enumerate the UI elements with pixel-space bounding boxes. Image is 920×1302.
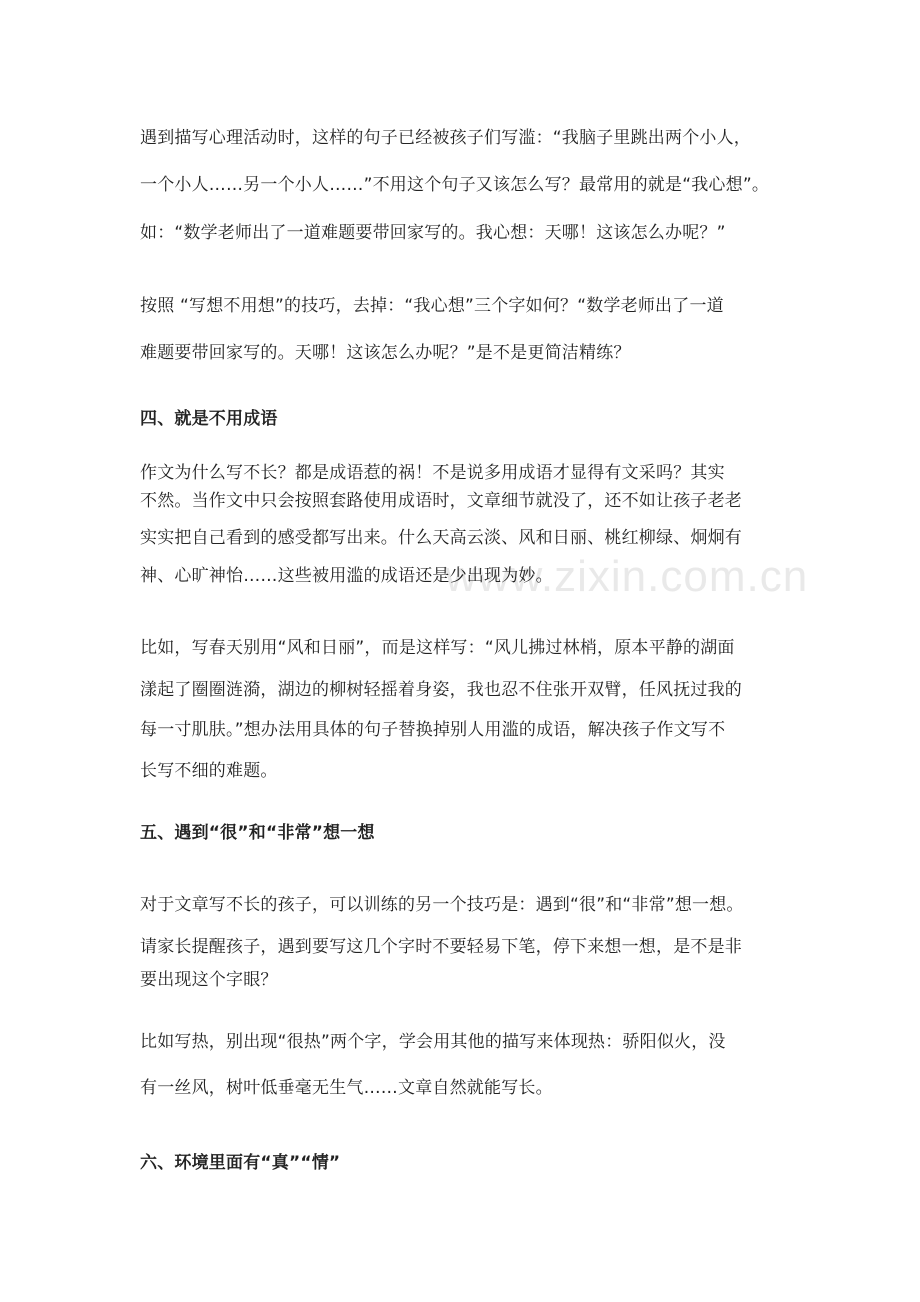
paragraph-line: 作文为什么写不长？都是成语惹的祸！不是说多用成语才显得有文采吗？其实 (140, 463, 725, 483)
paragraph-line: 实实把自己看到的感受都写出来。什么天高云淡、风和日丽、桃红柳绿、炯炯有 (140, 528, 742, 548)
paragraph-line: 请家长提醒孩子，遇到要写这几个字时不要轻易下笔，停下来想一想，是不是非 (140, 937, 742, 957)
paragraph-line: 每一寸肌肤。”想办法用具体的句子替换掉别人用滥的成语，解决孩子作文写不 (140, 720, 726, 740)
paragraph-line: 比如，写春天别用“风和日丽”，而是这样写：“风儿拂过林梢，原本平静的湖面 (140, 638, 735, 658)
section-heading: 五、遇到“很”和“非常”想一想 (140, 823, 375, 843)
paragraph-line: 神、心旷神怡……这些被用滥的成语还是少出现为妙。 (140, 566, 553, 586)
paragraph-line: 长写不细的难题。 (140, 761, 278, 781)
watermark: www.zixin.com.cn (445, 552, 809, 601)
section-heading: 四、就是不用成语 (140, 409, 278, 429)
paragraph-line: 难题要带回家写的。天哪！这该怎么办呢？”是不是更简洁精练？ (140, 343, 631, 363)
paragraph-line: 一个小人……另一个小人……”不用这个句子又该怎么写？最常用的就是“我心想”。 (140, 175, 770, 195)
paragraph-line: 遇到描写心理活动时，这样的句子已经被孩子们写滥：“我脑子里跳出两个小人， (140, 128, 752, 148)
paragraph-line: 比如写热，别出现“很热”两个字，学会用其他的描写来体现热：骄阳似火，没 (140, 1032, 726, 1052)
paragraph-line: 有一丝风，树叶低垂毫无生气……文章自然就能写长。 (140, 1078, 553, 1098)
paragraph-line: 如：“数学老师出了一道难题要带回家写的。我心想：天哪！这该怎么办呢？” (140, 223, 726, 243)
section-heading: 六、环境里面有“真”“情” (140, 1153, 341, 1173)
paragraph-line: 要出现这个字眼？ (140, 970, 278, 990)
paragraph-line: 不然。当作文中只会按照套路使用成语时，文章细节就没了，还不如让孩子老老 (140, 491, 742, 511)
paragraph-line: 对于文章写不长的孩子，可以训练的另一个技巧是：遇到“很”和“非常”想一想。 (140, 895, 744, 915)
paragraph-line: 漾起了圈圈涟漪，湖边的柳树轻摇着身姿，我也忍不住张开双臂，任风抚过我的 (140, 680, 742, 700)
paragraph-line: 按照 “写想不用想”的技巧，去掉：“我心想”三个字如何？“数学老师出了一道 (140, 296, 724, 316)
